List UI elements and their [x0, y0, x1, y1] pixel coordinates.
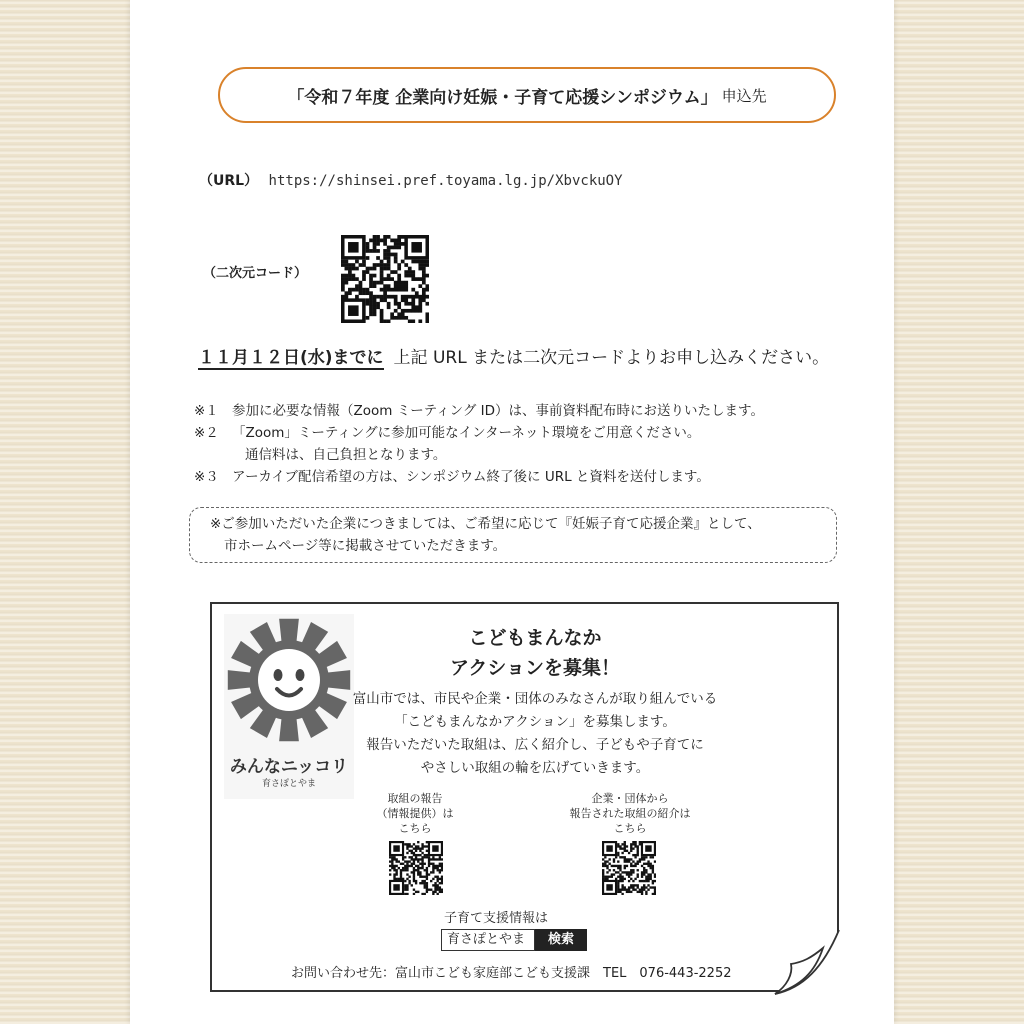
label-line: 企業・団体から: [591, 792, 669, 805]
qr-pattern: [602, 841, 656, 895]
showcase-qr-label: [555, 791, 705, 836]
body-line: 報告いただいた取組は、広く紹介し、子どもや子育てに: [366, 737, 704, 753]
note-mark: ※３: [194, 469, 219, 485]
title-text: 「令和７年度 企業向け妊娠・子育て応援シンポジウム」: [287, 87, 718, 108]
deadline-line: [198, 343, 829, 368]
label-line: 報告された取組の紹介は: [569, 807, 691, 820]
qr-pattern: [389, 841, 443, 895]
body-line: 富山市では、市民や企業・団体のみなさんが取り組んでいる: [352, 691, 718, 707]
report-qr-label: [355, 791, 475, 836]
application-qr-code[interactable]: [341, 235, 429, 323]
url-label: （URL）: [199, 173, 259, 189]
notes-list: [194, 400, 764, 488]
qr-pattern: [341, 235, 429, 323]
label-line: （情報提供）は: [376, 807, 454, 820]
search-bar: [441, 929, 587, 951]
title-suffix: 申込先: [721, 86, 767, 105]
note-item: [194, 466, 764, 488]
label-line: こちら: [613, 822, 647, 835]
note-mark: ※１: [194, 403, 219, 419]
deadline-date: １１月１２日(水)までに: [198, 348, 384, 368]
logo-text: みんなニッコリ: [229, 757, 349, 777]
search-button[interactable]: 検索: [535, 929, 587, 951]
search-input[interactable]: 育さぽとやま: [441, 929, 535, 951]
qr-code-label: （二次元コード）: [203, 266, 308, 281]
report-qr-code[interactable]: [389, 841, 443, 895]
contact-info: お問い合わせ先：富山市こども家庭部こども支援課 TEL 076-443-2252: [291, 966, 732, 981]
note-item: [194, 400, 764, 422]
deadline-instruction: 上記 URL または二次元コードよりお申し込みください。: [393, 348, 830, 368]
page-curl-decoration: [773, 928, 843, 998]
card-heading: [370, 623, 700, 683]
card-heading-line-1: こどもまんなか: [468, 627, 602, 649]
notice-line-2: 市ホームページ等に掲載させていただきます。: [224, 538, 507, 554]
logo-subtext: 育さぽとやま: [261, 779, 316, 789]
label-line: こちら: [398, 822, 432, 835]
search-heading: 子育て支援情報は: [444, 911, 549, 926]
sun-face-icon: [224, 614, 354, 749]
note-mark: ※２: [194, 425, 219, 441]
card-heading-line-2: アクションを募集！: [449, 657, 621, 679]
title-banner: [218, 67, 836, 123]
note-item: [194, 422, 764, 444]
note-text: 「Zoom」ミーティングに参加可能なインターネット環境をご用意ください。: [232, 425, 701, 441]
label-line: 取組の報告: [387, 792, 443, 805]
company-listing-notice: [189, 507, 837, 563]
card-body-text: [345, 688, 725, 780]
url-row: [199, 170, 623, 190]
application-url-link[interactable]: https://shinsei.pref.toyama.lg.jp/XbvckuOY: [268, 173, 623, 189]
body-line: 「こどもまんなかアクション」を募集します。: [394, 714, 676, 730]
note-text: 通信料は、自己負担となります。: [245, 447, 447, 463]
mascot-logo: [224, 614, 354, 799]
body-line: やさしい取組の輪を広げていきます。: [420, 760, 650, 776]
note-item: [194, 444, 764, 466]
notice-line-1: ※ご参加いただいた企業につきましては、ご希望に応じて『妊娠子育て応援企業』として、: [210, 516, 761, 532]
note-text: アーカイブ配信希望の方は、シンポジウム終了後に URL と資料を送付します。: [232, 469, 710, 485]
showcase-qr-code[interactable]: [602, 841, 656, 895]
note-text: 参加に必要な情報（Zoom ミーティング ID）は、事前資料配布時にお送りいたします。: [232, 403, 764, 419]
